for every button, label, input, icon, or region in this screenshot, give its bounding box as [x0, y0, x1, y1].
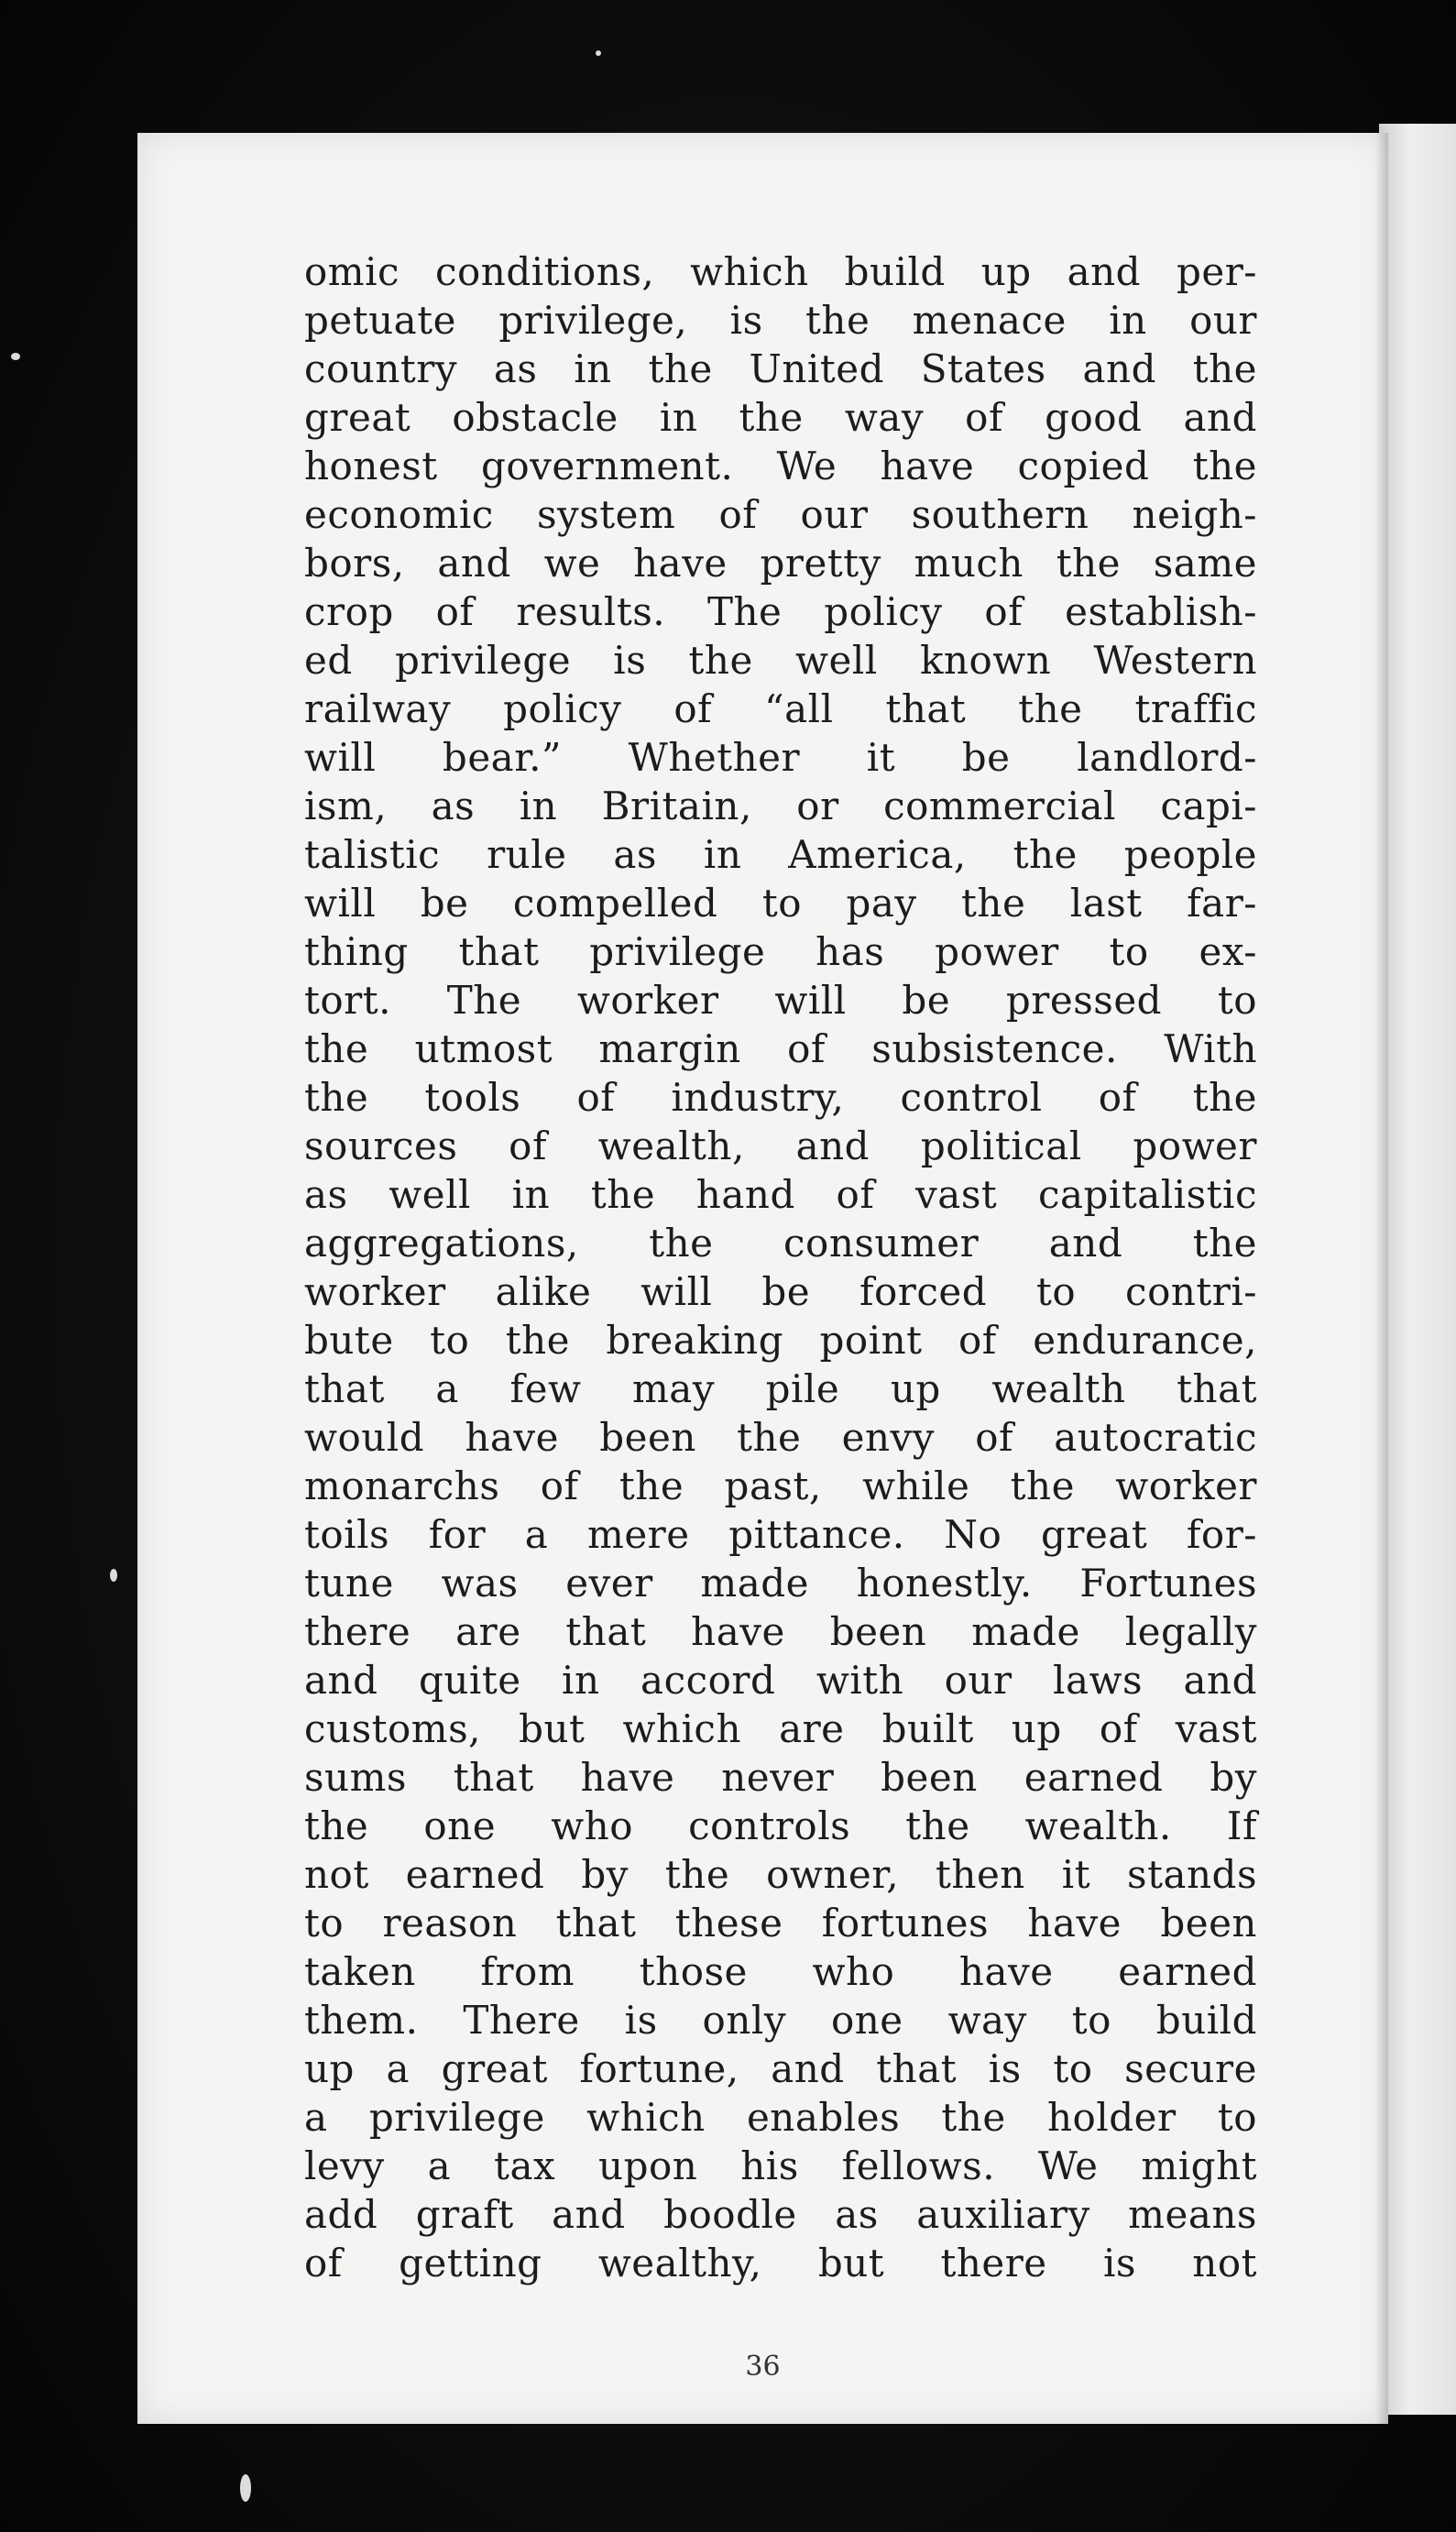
adjacent-page-edge	[1379, 124, 1456, 2415]
text-line: petuate privilege, is the menace in our	[304, 298, 1257, 343]
text-line: that a few may pile up wealth that	[304, 1366, 1257, 1411]
dust-speck	[596, 50, 601, 56]
text-line: bute to the breaking point of endurance,	[304, 1318, 1257, 1363]
page-gutter-shadow	[1375, 133, 1388, 2424]
text-line: the tools of industry, control of the	[304, 1075, 1257, 1120]
text-line: as well in the hand of vast capitalistic	[304, 1172, 1257, 1217]
text-line: sums that have never been earned by	[304, 1755, 1257, 1800]
dust-speck	[11, 353, 20, 360]
text-line: omic conditions, which build up and per-	[304, 249, 1257, 294]
text-line: bors, and we have pretty much the same	[304, 541, 1257, 586]
text-line: them. There is only one way to build	[304, 1998, 1257, 2043]
text-line: toils for a mere pittance. No great for-	[304, 1512, 1257, 1557]
text-line: great obstacle in the way of good and	[304, 395, 1257, 440]
text-line: will bear.” Whether it be landlord-	[304, 735, 1257, 780]
text-line: honest government. We have copied the	[304, 444, 1257, 488]
book-page	[137, 133, 1388, 2424]
text-line: monarchs of the past, while the worker	[304, 1463, 1257, 1508]
text-line: the one who controls the wealth. If	[304, 1803, 1257, 1848]
text-line: thing that privilege has power to ex-	[304, 929, 1257, 974]
text-line: ism, as in Britain, or commercial capi-	[304, 784, 1257, 828]
dust-speck	[240, 2474, 251, 2502]
text-line: the utmost margin of subsistence. With	[304, 1026, 1257, 1071]
text-line: add graft and boodle as auxiliary means	[304, 2192, 1257, 2237]
text-line: worker alike will be forced to contri-	[304, 1269, 1257, 1314]
text-line: tune was ever made honestly. Fortunes	[304, 1561, 1257, 1606]
text-line: sources of wealth, and political power	[304, 1124, 1257, 1168]
text-line: a privilege which enables the holder to	[304, 2095, 1257, 2140]
text-line: customs, but which are built up of vast	[304, 1706, 1257, 1751]
text-line: will be compelled to pay the last far-	[304, 881, 1257, 926]
body-text	[304, 247, 1257, 2287]
text-line: railway policy of “all that the traffic	[304, 686, 1257, 731]
text-line: country as in the United States and the	[304, 346, 1257, 391]
text-line: economic system of our southern neigh-	[304, 492, 1257, 537]
text-line: there are that have been made legally	[304, 1609, 1257, 1654]
text-line: talistic rule as in America, the people	[304, 832, 1257, 877]
text-line: and quite in accord with our laws and	[304, 1658, 1257, 1703]
text-line: not earned by the owner, then it stands	[304, 1852, 1257, 1897]
dust-speck	[110, 1569, 117, 1582]
text-line: of getting wealthy, but there is not	[304, 2241, 1257, 2285]
text-line: levy a tax upon his fellows. We might	[304, 2143, 1257, 2188]
text-line: ed privilege is the well known Western	[304, 638, 1257, 683]
text-line: aggregations, the consumer and the	[304, 1221, 1257, 1266]
text-line: up a great fortune, and that is to secure	[304, 2046, 1257, 2091]
text-line: to reason that these fortunes have been	[304, 1901, 1257, 1946]
text-line: crop of results. The policy of establish-	[304, 589, 1257, 634]
text-line: taken from those who have earned	[304, 1949, 1257, 1994]
text-line: tort. The worker will be pressed to	[304, 978, 1257, 1023]
text-line: would have been the envy of autocratic	[304, 1415, 1257, 1460]
page-number: 36	[745, 2351, 781, 2383]
